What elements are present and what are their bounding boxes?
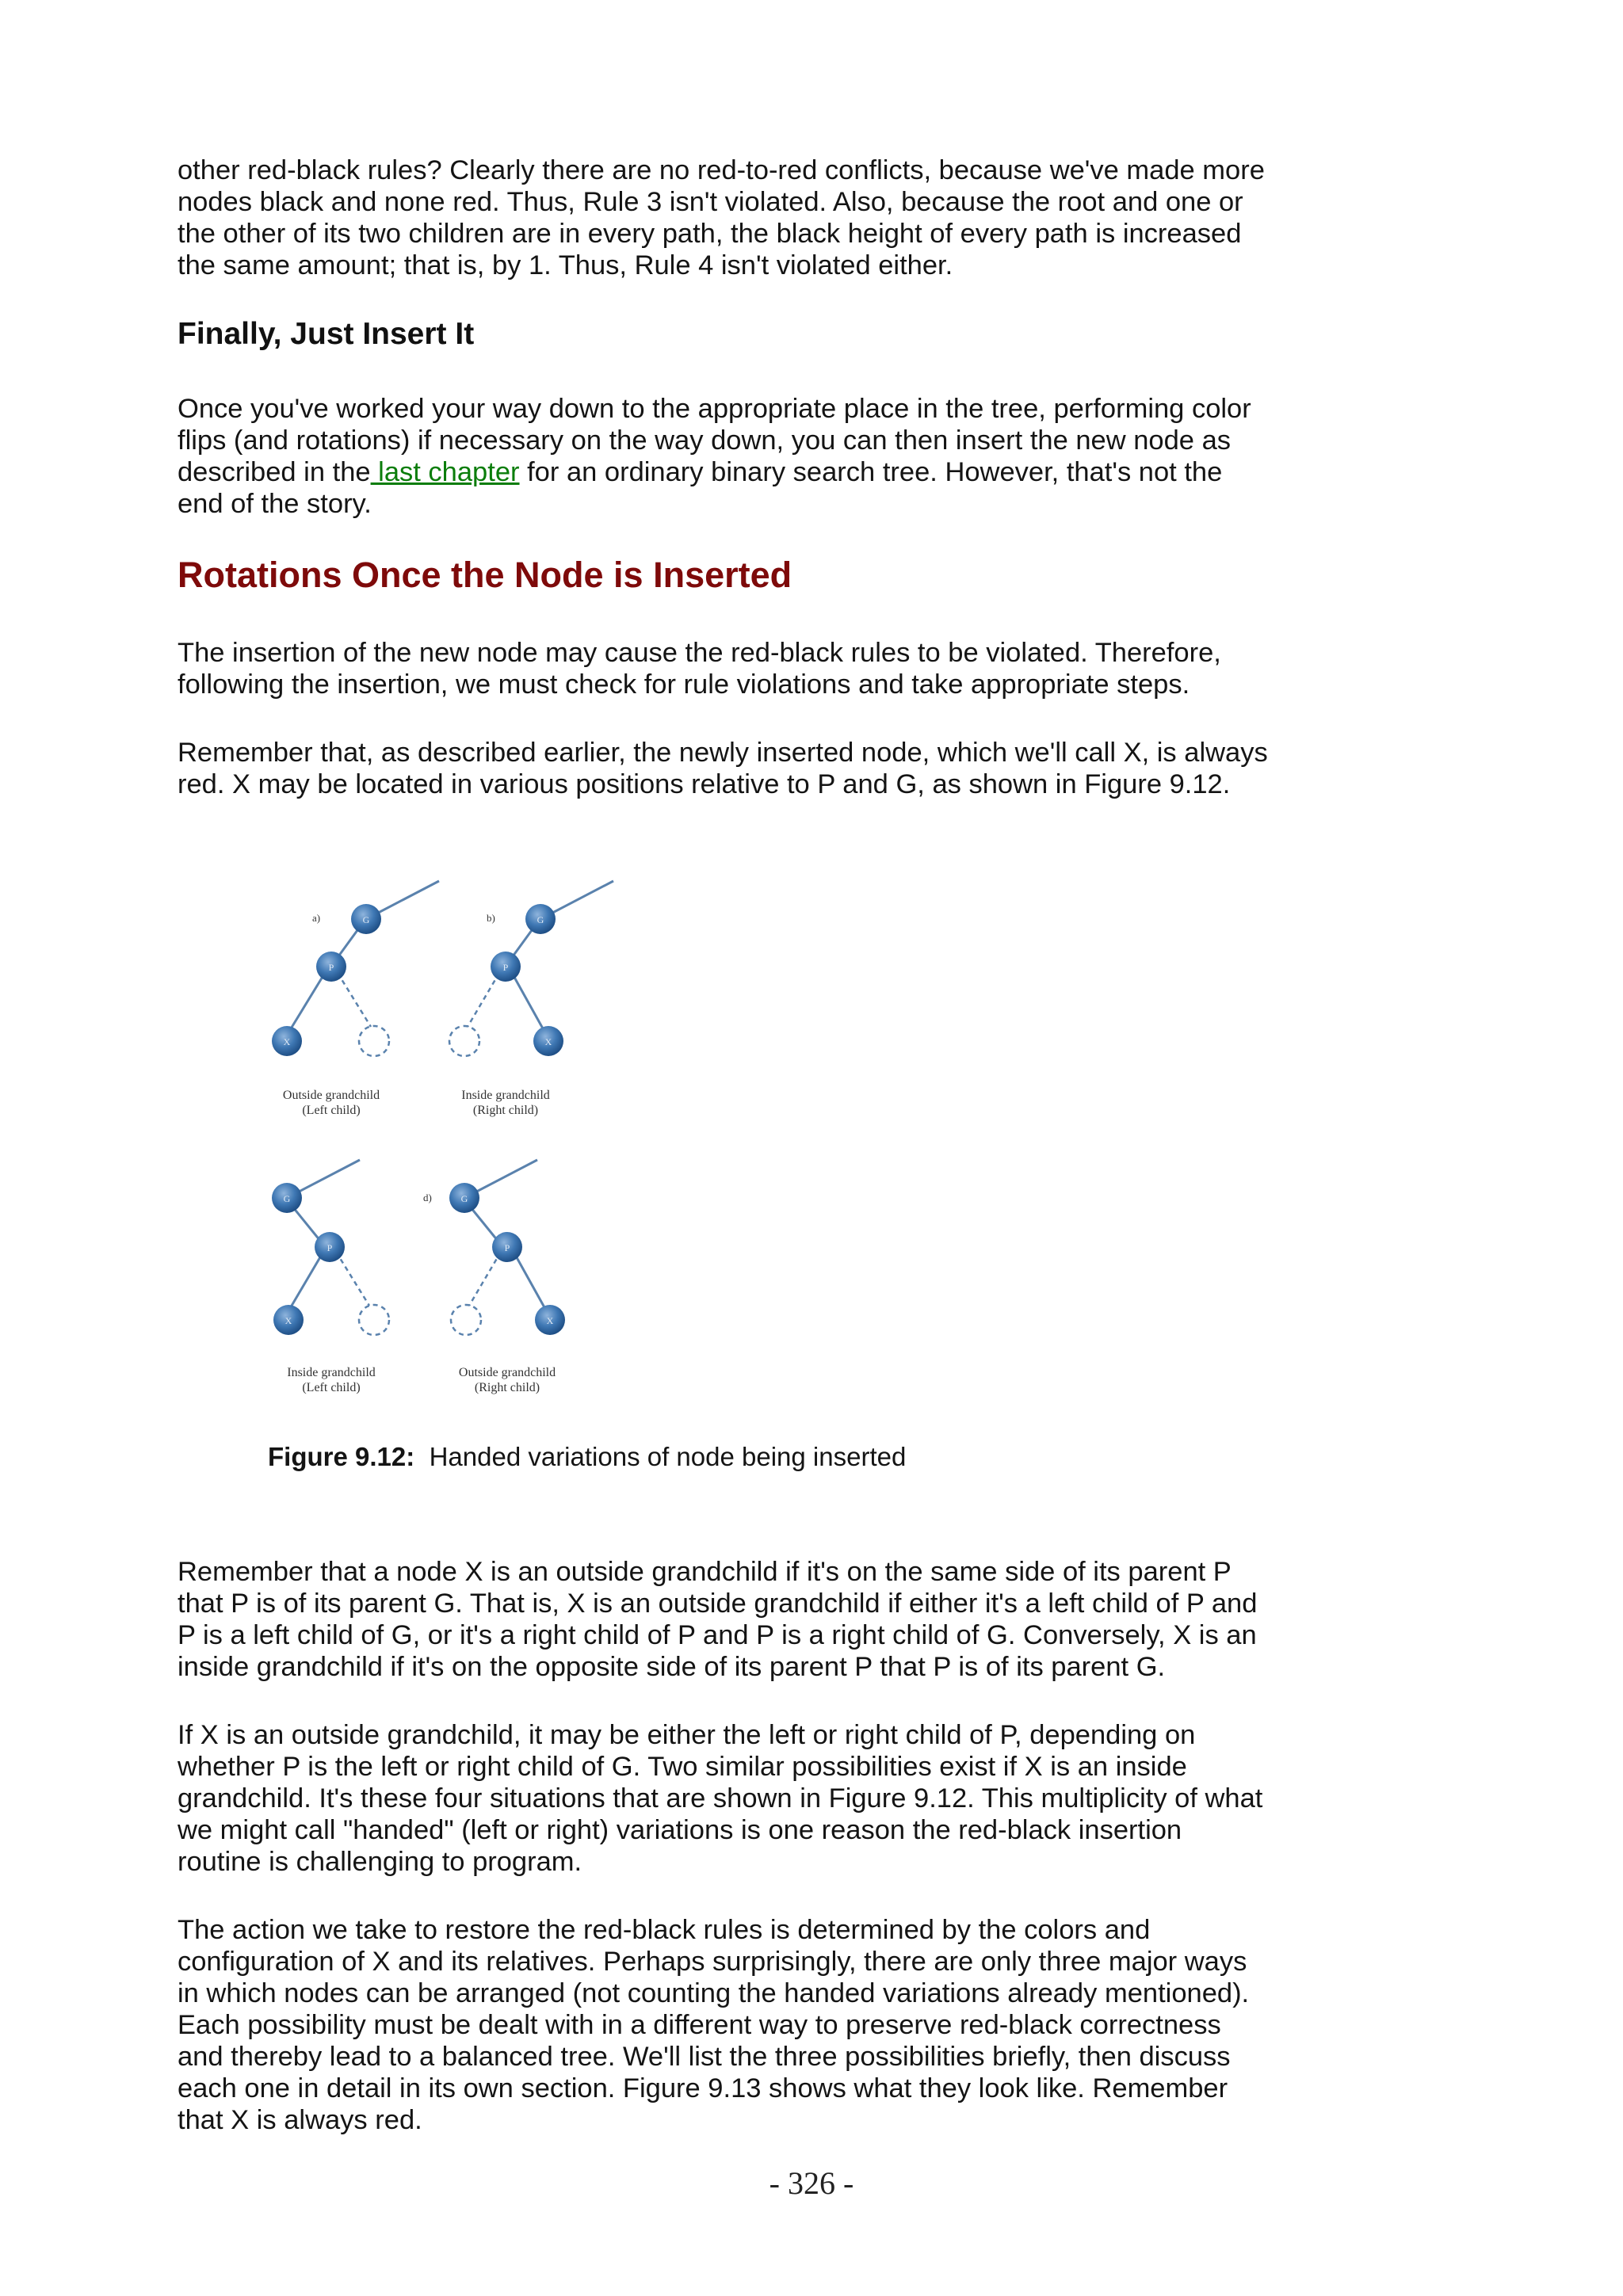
paragraph-2 <box>178 393 1271 520</box>
paragraph-5: Remember that a node X is an outside grandchild if it's on the same side of its parent P that P is of its parent G. That is, X is an outside grandchild if either it's a left child of P and P is a left child of G, or it's a right child of P and P is a right child of G. Conversely, X is an inside grandchild if it's on the opposite side of its parent P that P is of its parent G. <box>178 1557 1258 1682</box>
subheading-just-insert: Finally, Just Insert It <box>178 317 475 351</box>
panel-b <box>449 881 613 1117</box>
paragraph-4: Remember that, as described earlier, the newly inserted node, which we'll call X, is always red. X may be located in various positions relative to P and G, as shown in Figure 9.12. <box>178 738 1268 799</box>
panel-b-caption-2: (Right child) <box>472 1104 539 1117</box>
paragraph-1: other red-black rules? Clearly there are no red-to-red conflicts, because we've made more nodes black and none red. Thus, Rule 3 isn't violated. Also, because the root and one or the other of its two children are in every path, the black height of every path is increased the same amount; that is, by 1. Thus, Rule 4 isn't violated either. <box>178 155 1265 280</box>
page-number: - 326 - <box>769 2165 854 2201</box>
panel-a-empty-node <box>359 1026 389 1056</box>
panel-d <box>423 1160 565 1394</box>
paragraph-7: The action we take to restore the red-black rules is determined by the colors and configuration of X and its relatives. Perhaps surprisingly, there are only three major ways in which nodes can be arranged (not counting the handed variations already mentioned). Each possibility must be dealt with in a different way to preserve red-black correctness and thereby lead to a balanced tree. We'll list the three possibilities briefly, then discuss each one in detail in its own section. Figure 9.13 shows what they look like. Remember that X is always red. <box>178 1915 1250 2135</box>
figure-caption <box>268 1442 906 1472</box>
panel-c-caption-1: Inside grandchild <box>287 1366 376 1379</box>
panel-b-tag: b) <box>487 912 495 924</box>
panel-c-edge-dashed <box>336 1252 369 1306</box>
panel-a-caption-1: Outside grandchild <box>282 1089 380 1102</box>
figure-caption-label: Figure 9.12: <box>268 1442 415 1471</box>
panel-d-edge-px <box>514 1252 545 1309</box>
figure-9-12-diagram <box>265 871 804 1410</box>
panel-a <box>272 881 439 1117</box>
panel-b-label-x: X <box>544 1036 552 1047</box>
panel-d-label-x: X <box>546 1315 554 1326</box>
panel-b-edge-px <box>512 973 544 1030</box>
panel-a-label-x: X <box>283 1036 291 1047</box>
panel-d-tag: d) <box>423 1192 432 1203</box>
panel-b-empty-node <box>449 1026 479 1056</box>
figure-caption-text: Handed variations of node being inserted <box>429 1442 907 1471</box>
panel-a-edge-dashed <box>338 973 371 1027</box>
panel-d-edge-dashed <box>469 1252 501 1306</box>
last-chapter-link[interactable]: last chapter <box>370 457 520 487</box>
panel-b-label-g: G <box>537 914 544 925</box>
panel-a-tag: a) <box>312 912 321 924</box>
panel-d-edge-gp <box>471 1207 498 1241</box>
panel-c-label-p: P <box>327 1242 333 1253</box>
panel-c-edge-px <box>292 1252 323 1306</box>
panel-d-caption-1: Outside grandchild <box>458 1366 556 1379</box>
panel-c-label-g: G <box>283 1193 291 1204</box>
panel-b-label-p: P <box>502 962 509 973</box>
panel-a-caption-2: (Left child) <box>302 1104 361 1117</box>
section-heading-rotations: Rotations Once the Node is Inserted <box>178 555 792 595</box>
panel-c-edge-gp <box>293 1207 320 1241</box>
paragraph-6: If X is an outside grandchild, it may be either the left or right child of P, depending on whether P is the left or right child of G. Two similar possibilities exist if X is an inside grandchild. It's these four situations that are shown in Figure 9.12. This multiplicity of what we might call "handed" (left or right) variations is one reason the red-black insertion routine is challenging to program. <box>178 1720 1263 1877</box>
panel-d-empty-node <box>451 1305 481 1335</box>
panel-c-label-x: X <box>285 1315 292 1326</box>
panel-d-label-p: P <box>504 1242 510 1253</box>
panel-c <box>272 1160 389 1394</box>
panel-d-caption-2: (Right child) <box>474 1381 540 1394</box>
panel-b-edge-dashed <box>468 973 499 1027</box>
panel-c-empty-node <box>359 1305 389 1335</box>
panel-a-label-g: G <box>362 914 370 925</box>
panel-a-edge-px <box>290 973 325 1030</box>
panel-c-caption-2: (Left child) <box>302 1381 361 1394</box>
panel-d-label-g: G <box>460 1193 468 1204</box>
paragraph-3: The insertion of the new node may cause the red-black rules to be violated. Therefore, following the insertion, we must check for rule violations and take appropriate steps. <box>178 638 1221 700</box>
paragraph-2-text-a: Once you've worked your way down to the appropriate place in the tree, performing color flips (and rotations) if necessary on the way down, you can then insert the new node as described in the <box>178 394 1251 487</box>
panel-a-label-p: P <box>328 962 334 973</box>
panel-b-caption-1: Inside grandchild <box>461 1089 550 1102</box>
paragraph-2-text-b: for an ordinary binary search tree. However, that's not the end of the story. <box>178 457 1223 519</box>
